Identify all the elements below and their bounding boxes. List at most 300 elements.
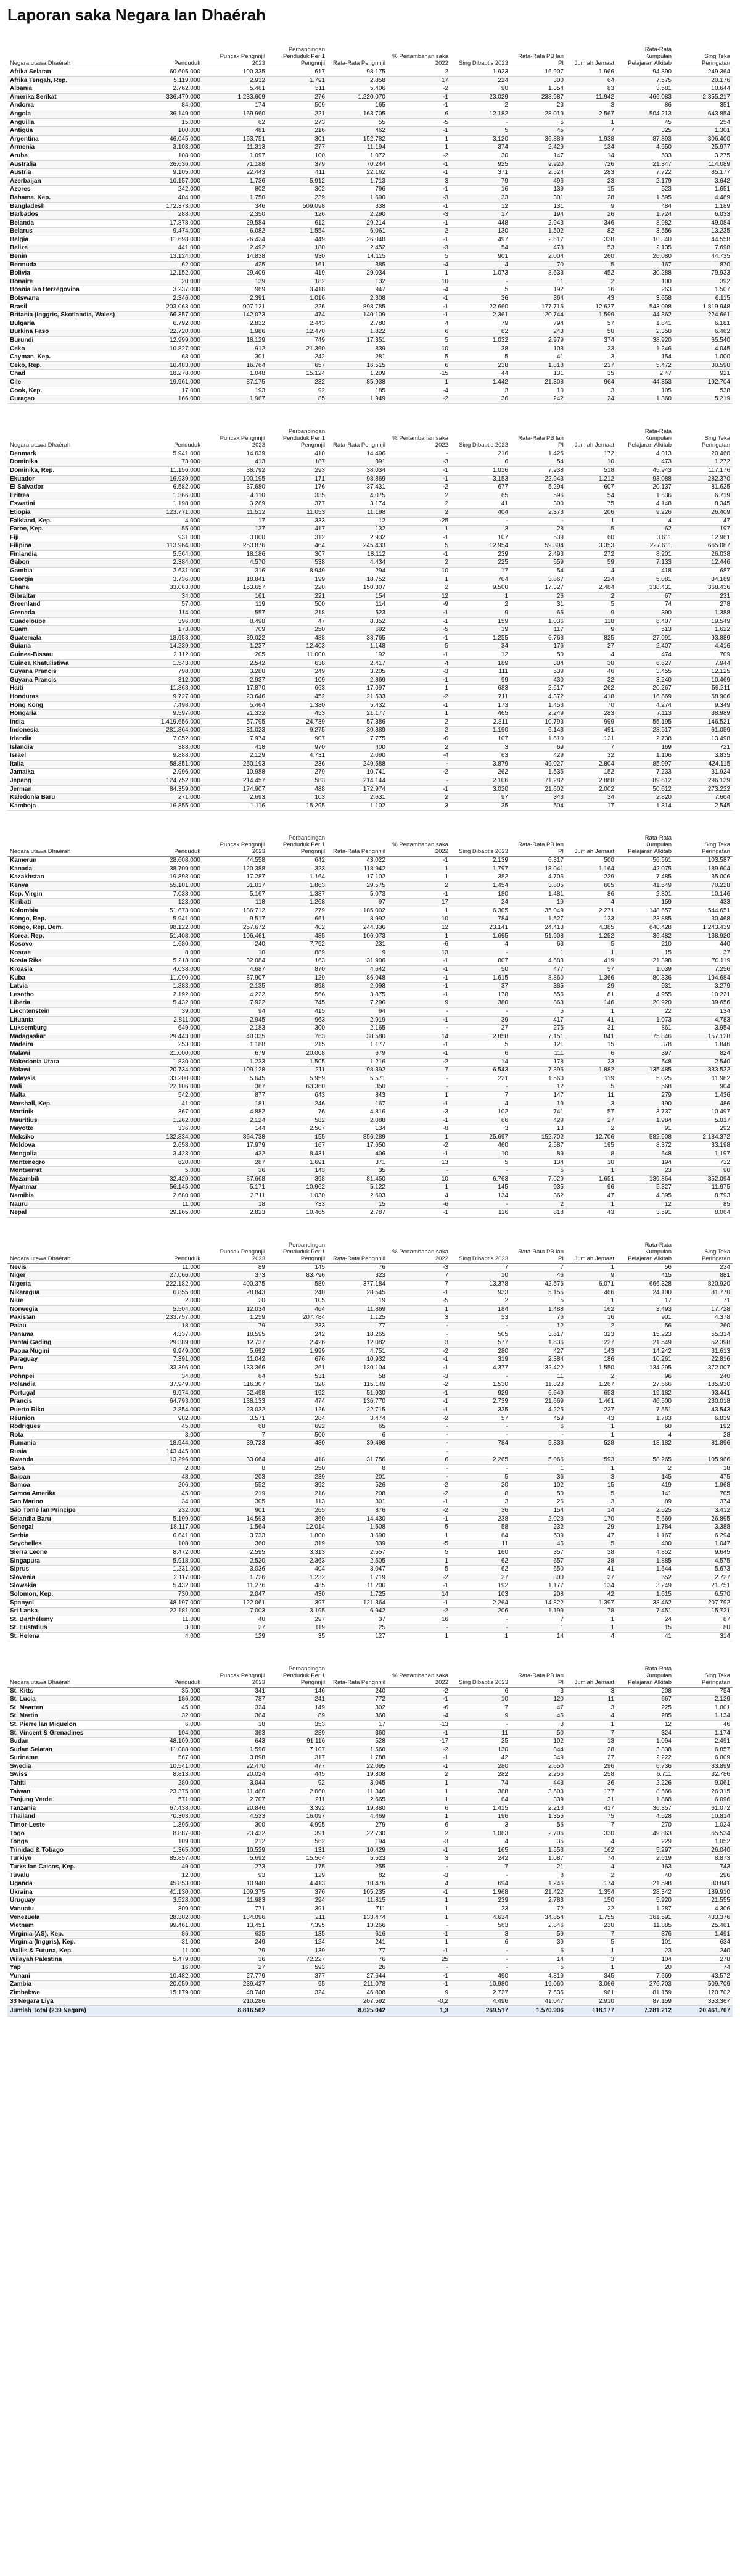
table-row — [7, 68, 733, 77]
value-cell: 180 — [451, 890, 511, 899]
value-cell: 2.557 — [327, 1549, 388, 1558]
value-cell: 2.801 — [617, 890, 674, 899]
value-cell: 16.000 — [142, 1964, 203, 1973]
value-cell: 19.880 — [327, 1804, 388, 1813]
country-name-cell: Belarus — [7, 228, 142, 236]
value-cell: 2.000 — [142, 1297, 203, 1306]
value-cell: 116.307 — [203, 1381, 268, 1390]
table-row — [7, 568, 733, 576]
table-row — [7, 1192, 733, 1201]
value-cell: 6 — [566, 1049, 617, 1058]
value-cell: 22.943 — [511, 475, 566, 484]
value-cell: 1.259 — [203, 1314, 268, 1323]
value-cell: 1.868 — [617, 1796, 674, 1805]
value-cell: 745 — [268, 999, 327, 1008]
value-cell: 31.924 — [674, 769, 733, 777]
value-cell: 26.040 — [674, 1846, 733, 1855]
value-cell: -1 — [388, 701, 451, 710]
value-cell: 3.603 — [511, 1788, 566, 1796]
value-cell: 335 — [268, 492, 327, 500]
value-cell: -1 — [388, 534, 451, 542]
value-cell: 1.267 — [566, 1381, 617, 1390]
table-row — [7, 337, 733, 345]
value-cell: 1.651 — [566, 1175, 617, 1184]
value-cell: 1.233 — [203, 1058, 268, 1067]
value-cell: 22.162 — [327, 169, 388, 178]
value-cell: 10.940 — [203, 1880, 268, 1889]
value-cell: 1 — [388, 1091, 451, 1100]
country-name-cell: Nevis — [7, 1263, 142, 1272]
value-cell: 225 — [617, 1704, 674, 1712]
table-row — [7, 76, 733, 85]
value-cell: 10.497 — [674, 1108, 733, 1117]
value-cell: 2.888 — [566, 777, 617, 785]
value-cell: 58 — [327, 1373, 388, 1381]
value-cell: 4.533 — [203, 1813, 268, 1822]
value-cell: 3 — [388, 177, 451, 186]
table-row — [7, 576, 733, 584]
value-cell: 71.282 — [511, 777, 566, 785]
table-row — [7, 1423, 733, 1432]
value-cell: 398 — [268, 1175, 327, 1184]
table-row — [7, 1297, 733, 1306]
value-cell: 288.000 — [142, 211, 203, 220]
value-cell: 35 — [511, 1838, 566, 1847]
value-cell: 870 — [268, 966, 327, 975]
value-cell: -1 — [388, 634, 451, 643]
value-cell: 10.429 — [327, 1846, 388, 1855]
value-cell: - — [451, 1720, 511, 1729]
value-cell: 36.889 — [511, 135, 566, 144]
value-cell: 40.335 — [203, 1033, 268, 1041]
value-cell: 406 — [327, 1150, 388, 1159]
country-name-cell: Afrika Tengah, Rep. — [7, 76, 142, 85]
country-name-cell: Swedia — [7, 1762, 142, 1771]
country-name-cell: Rusia — [7, 1448, 142, 1456]
value-cell: 5 — [388, 1566, 451, 1574]
value-cell: 9.974.000 — [142, 1389, 203, 1398]
country-name-cell: Belanda — [7, 219, 142, 228]
table-row — [7, 1117, 733, 1125]
column-header: Jumlah Jemaat — [566, 1657, 617, 1688]
value-cell: 582.908 — [617, 1133, 674, 1142]
value-cell: 6.627 — [617, 659, 674, 668]
value-cell: 300 — [511, 500, 566, 509]
value-cell: 5.464 — [203, 701, 268, 710]
value-cell: -1 — [388, 1406, 451, 1414]
value-cell: 2.910 — [566, 1997, 617, 2006]
country-name-cell: Guyana Prancis — [7, 676, 142, 685]
value-cell: 7.151 — [511, 1033, 566, 1041]
value-cell: 58 — [451, 1524, 511, 1532]
value-cell: -1 — [388, 957, 451, 966]
value-cell: 174.907 — [203, 785, 268, 794]
value-cell: 10.476 — [327, 1880, 388, 1889]
value-cell: -2 — [388, 1414, 451, 1423]
country-name-cell: Curaçao — [7, 395, 142, 404]
value-cell: 115.149 — [327, 1381, 388, 1390]
value-cell: 557 — [203, 609, 268, 618]
value-cell: 184 — [451, 1305, 511, 1314]
country-name-cell: Virginia (Inggris), Kep. — [7, 1939, 142, 1947]
value-cell: 2.811.000 — [142, 1016, 203, 1025]
value-cell: 5 — [566, 261, 617, 270]
value-cell: 46 — [511, 1712, 566, 1721]
value-cell: 485 — [268, 932, 327, 941]
value-cell: 58.851.000 — [142, 760, 203, 769]
value-cell: 419 — [617, 1482, 674, 1490]
value-cell: 29.214 — [327, 219, 388, 228]
column-header: Sing Dibaptis 2023 — [451, 827, 511, 857]
country-name-cell: Peru — [7, 1364, 142, 1373]
value-cell: 349 — [511, 1754, 566, 1763]
value-cell: 15.564 — [268, 1855, 327, 1864]
value-cell: 1.164 — [268, 873, 327, 882]
country-name-cell: Indonesia — [7, 727, 142, 735]
value-cell: -3 — [388, 1373, 451, 1381]
value-cell: - — [511, 1431, 566, 1440]
value-cell: 316 — [203, 568, 268, 576]
value-cell: 5 — [511, 1167, 566, 1176]
value-cell: 1.000 — [674, 353, 733, 362]
value-cell: 47 — [674, 517, 733, 526]
value-cell: 2.854.000 — [142, 1406, 203, 1414]
value-cell: 75.846 — [617, 1033, 674, 1041]
value-cell: 657 — [268, 361, 327, 370]
value-cell: 1.784 — [617, 1524, 674, 1532]
value-cell: 87.668 — [203, 1175, 268, 1184]
value-cell: 192.704 — [674, 378, 733, 387]
value-cell: 106.073 — [327, 932, 388, 941]
value-cell: 65.540 — [674, 337, 733, 345]
value-cell: 17 — [388, 899, 451, 907]
value-cell: 404 — [268, 1566, 327, 1574]
country-name-cell: Benin — [7, 253, 142, 262]
value-cell: 5.920 — [617, 1897, 674, 1905]
value-cell: 69 — [511, 743, 566, 752]
value-cell: 7.296 — [327, 999, 388, 1008]
value-cell: 289 — [268, 1729, 327, 1738]
value-cell: - — [388, 1083, 451, 1092]
country-name-cell: Argentina — [7, 135, 142, 144]
value-cell: 1.719 — [327, 1574, 388, 1582]
value-cell: 29.443.000 — [142, 1033, 203, 1041]
value-cell: 4.045 — [674, 345, 733, 353]
country-name-cell: Bosnia lan Herzegovina — [7, 286, 142, 295]
value-cell: 42 — [451, 1754, 511, 1763]
value-cell: 2.787 — [327, 1209, 388, 1218]
value-cell: 6.582.000 — [142, 484, 203, 492]
value-cell: 7 — [451, 1704, 511, 1712]
value-cell: 206 — [566, 508, 617, 517]
value-cell: 7 — [388, 1067, 451, 1075]
value-cell: 1.216 — [327, 1058, 388, 1067]
value-cell: 1.354 — [566, 1888, 617, 1897]
value-cell: 302 — [327, 1704, 388, 1712]
value-cell: 31 — [566, 1796, 617, 1805]
value-cell: 8.887.000 — [142, 1830, 203, 1838]
value-cell: 20.008 — [268, 1049, 327, 1058]
value-cell: 96 — [617, 1373, 674, 1381]
value-cell: 134 — [451, 1192, 511, 1201]
country-name-cell: Rota — [7, 1431, 142, 1440]
value-cell: 2.738 — [617, 735, 674, 743]
value-cell: 459 — [511, 1414, 566, 1423]
value-cell: 76 — [327, 1263, 388, 1272]
value-cell: 132.834.000 — [142, 1133, 203, 1142]
value-cell: 324 — [617, 1729, 674, 1738]
value-cell: 15 — [566, 1041, 617, 1050]
value-cell: 4.955 — [617, 991, 674, 999]
value-cell: 217 — [566, 361, 617, 370]
country-name-cell: Azores — [7, 186, 142, 194]
value-cell: 3 — [451, 743, 511, 752]
table-row — [7, 1100, 733, 1108]
value-cell: 33.198 — [674, 1142, 733, 1150]
value-cell: 1 — [566, 1423, 617, 1432]
country-name-cell: Pantai Gading — [7, 1339, 142, 1348]
table-row — [7, 361, 733, 370]
value-cell: 207.792 — [674, 1599, 733, 1608]
value-cell: 11.698.000 — [142, 236, 203, 244]
value-cell: 152.702 — [511, 1133, 566, 1142]
column-header: % Pertambahan saka 2022 — [388, 38, 451, 68]
value-cell: 9 — [566, 202, 617, 211]
value-cell: 5.461 — [203, 85, 268, 94]
country-name-cell: Saba — [7, 1465, 142, 1474]
table-row — [7, 177, 733, 186]
value-cell: 7.029 — [511, 1175, 566, 1184]
value-cell: 64.793.000 — [142, 1398, 203, 1406]
value-cell: 6.768 — [511, 634, 566, 643]
value-cell: 241 — [327, 1939, 388, 1947]
value-cell: 620.000 — [142, 1158, 203, 1167]
country-name-cell: Pakistan — [7, 1314, 142, 1323]
value-cell: 6 — [511, 1947, 566, 1955]
value-cell: - — [451, 1616, 511, 1624]
value-cell: 3.153 — [451, 475, 511, 484]
value-cell: 63.360 — [268, 1083, 327, 1092]
table-row — [7, 1771, 733, 1780]
column-header: Perbandingan Penduduk Per 1 Pengnnjil — [268, 827, 327, 857]
value-cell: 258 — [566, 1771, 617, 1780]
value-cell: 180 — [268, 244, 327, 253]
value-cell: 9 — [451, 609, 511, 618]
value-cell: 9 — [327, 949, 388, 957]
value-cell: 465 — [451, 710, 511, 719]
country-name-cell: Selandia Baru — [7, 1515, 142, 1524]
value-cell: 39.022 — [203, 634, 268, 643]
value-cell: 6 — [388, 361, 451, 370]
value-cell: -1 — [388, 785, 451, 794]
value-cell: 81.159 — [617, 1989, 674, 1997]
country-name-cell: Belize — [7, 244, 142, 253]
value-cell: 278 — [674, 1955, 733, 1964]
value-cell: 2.363 — [268, 1557, 327, 1566]
value-cell: 25.461 — [674, 1922, 733, 1931]
value-cell: 687 — [674, 568, 733, 576]
value-cell: 41 — [566, 1566, 617, 1574]
value-cell: 67.438.000 — [142, 1804, 203, 1813]
value-cell: 45.000 — [142, 1704, 203, 1712]
value-cell: 7.451 — [617, 1608, 674, 1616]
value-cell: 1.415 — [451, 1804, 511, 1813]
value-cell: 85 — [674, 1200, 733, 1209]
value-cell: 36.149.000 — [142, 110, 203, 118]
value-cell: 841 — [566, 1033, 617, 1041]
value-cell: 1.570.906 — [511, 2006, 566, 2017]
country-name-cell: Namibia — [7, 1192, 142, 1201]
value-cell: 30.389 — [327, 727, 388, 735]
value-cell: 663 — [268, 685, 327, 693]
value-cell: 19 — [511, 899, 566, 907]
value-cell: 231 — [674, 592, 733, 601]
value-cell: 500 — [268, 601, 327, 609]
value-cell: 163.705 — [327, 110, 388, 118]
value-cell: 898 — [268, 983, 327, 991]
country-name-cell: St. Pierre lan Miquelon — [7, 1720, 142, 1729]
value-cell: 22.443 — [203, 169, 268, 178]
value-cell: -17 — [388, 1738, 451, 1746]
value-cell: 231 — [327, 941, 388, 949]
value-cell: 192 — [327, 651, 388, 660]
country-name-cell: Marshall, Kep. — [7, 1100, 142, 1108]
value-cell: 242 — [451, 1855, 511, 1864]
table-row — [7, 160, 733, 169]
value-cell: 3 — [566, 1704, 617, 1712]
value-cell: -4 — [388, 261, 451, 270]
value-cell: 1 — [566, 1431, 617, 1440]
value-cell: 113.964.000 — [142, 542, 203, 551]
value-cell: 44.558 — [674, 236, 733, 244]
value-cell: 93.889 — [674, 634, 733, 643]
value-cell: 5.073 — [327, 890, 388, 899]
country-name-cell: Britania (Inggris, Skotlandia, Wales) — [7, 312, 142, 320]
value-cell: 10 — [451, 1150, 511, 1159]
value-cell: 301 — [203, 353, 268, 362]
value-cell: 376 — [268, 1888, 327, 1897]
value-cell: 1.272 — [674, 458, 733, 467]
value-cell: 100 — [268, 152, 327, 160]
value-cell: 23.141 — [451, 924, 511, 933]
value-cell: 430 — [511, 676, 566, 685]
value-cell: 1 — [388, 865, 451, 873]
value-cell: 49.863 — [617, 1830, 674, 1838]
value-cell: 39 — [511, 1939, 566, 1947]
value-cell: 6.009 — [674, 1754, 733, 1763]
value-cell: 119 — [268, 1624, 327, 1633]
value-cell: 5 — [566, 1540, 617, 1549]
value-cell: 29.034 — [327, 270, 388, 278]
value-cell: 2.384.000 — [142, 559, 203, 568]
value-cell: 754 — [674, 1687, 733, 1696]
value-cell: 5.219 — [674, 395, 733, 404]
table-row — [7, 1322, 733, 1331]
value-cell: 1.167 — [617, 1532, 674, 1540]
value-cell: 1.822 — [327, 328, 388, 337]
value-cell: 481 — [203, 127, 268, 136]
value-cell: 392 — [674, 278, 733, 286]
value-cell: 130 — [451, 1746, 511, 1754]
value-cell: 10.644 — [674, 85, 733, 94]
value-cell: 11 — [451, 1540, 511, 1549]
value-cell: 40 — [617, 1872, 674, 1880]
country-name-cell: Aruba — [7, 152, 142, 160]
table-row — [7, 735, 733, 743]
table-header-row — [7, 38, 733, 68]
value-cell: 305 — [203, 1498, 268, 1507]
value-cell: 7.281.212 — [617, 2006, 674, 2017]
value-cell: 5.327 — [617, 1184, 674, 1192]
value-cell: 2.617 — [511, 685, 566, 693]
value-cell: 7.485 — [617, 873, 674, 882]
value-cell: 53 — [451, 1314, 511, 1323]
country-name-cell: Korea, Rep. — [7, 932, 142, 941]
value-cell: 58.265 — [617, 1456, 674, 1465]
value-cell: 593 — [268, 1964, 327, 1973]
column-header: Rata-Rata PB lan PI — [511, 38, 566, 68]
value-cell: 505 — [451, 1331, 511, 1339]
value-cell: 11 — [511, 1373, 566, 1381]
table-row — [7, 1524, 733, 1532]
value-cell: 4.995 — [268, 1822, 327, 1830]
value-cell: 4 — [451, 1838, 511, 1847]
value-cell: 174 — [566, 1880, 617, 1889]
value-cell: 798.000 — [142, 668, 203, 677]
value-cell: 31 — [511, 601, 566, 609]
value-cell: 5.959 — [268, 1075, 327, 1083]
value-cell: 87.159 — [617, 1997, 674, 2006]
value-cell: 26 — [566, 211, 617, 220]
value-cell: -1 — [388, 295, 451, 303]
value-cell: 192 — [511, 286, 566, 295]
value-cell: 582 — [268, 1117, 327, 1125]
column-header: Rata-Rata PB lan PI — [511, 420, 566, 450]
table-row — [7, 1729, 733, 1738]
value-cell: 20.024 — [203, 1771, 268, 1780]
value-cell: 7.635 — [511, 1989, 566, 1997]
table-row — [7, 991, 733, 999]
value-cell: 7.113 — [617, 710, 674, 719]
value-cell: 165 — [451, 1846, 511, 1855]
value-cell: 377 — [268, 500, 327, 509]
value-cell: 185.002 — [327, 907, 388, 915]
country-name-cell: Guinea Khatulistiwa — [7, 659, 142, 668]
value-cell: 3.875 — [327, 991, 388, 999]
table-row — [7, 626, 733, 635]
column-header: Jumlah Jemaat — [566, 1234, 617, 1264]
value-cell: 1.651 — [674, 186, 733, 194]
value-cell: 2.183 — [203, 1025, 268, 1033]
value-cell: 2.090 — [327, 752, 388, 761]
value-cell: 85.938 — [327, 378, 388, 387]
value-cell: 3.000 — [203, 534, 268, 542]
value-cell: 11.053 — [268, 508, 327, 517]
value-cell: 566 — [268, 991, 327, 999]
value-cell: 4.469 — [327, 1813, 388, 1822]
value-cell: 17 — [566, 802, 617, 811]
value-cell: 21.422 — [511, 1888, 566, 1897]
value-cell: 159 — [617, 899, 674, 907]
value-cell: -3 — [388, 1872, 451, 1880]
value-cell: 41 — [511, 353, 566, 362]
country-name-cell: Jepang — [7, 777, 142, 785]
table-row — [7, 865, 733, 873]
value-cell: 9 — [388, 999, 451, 1008]
value-cell: 528 — [566, 1440, 617, 1448]
value-cell: 16 — [566, 286, 617, 295]
value-cell: 23 — [617, 1947, 674, 1955]
